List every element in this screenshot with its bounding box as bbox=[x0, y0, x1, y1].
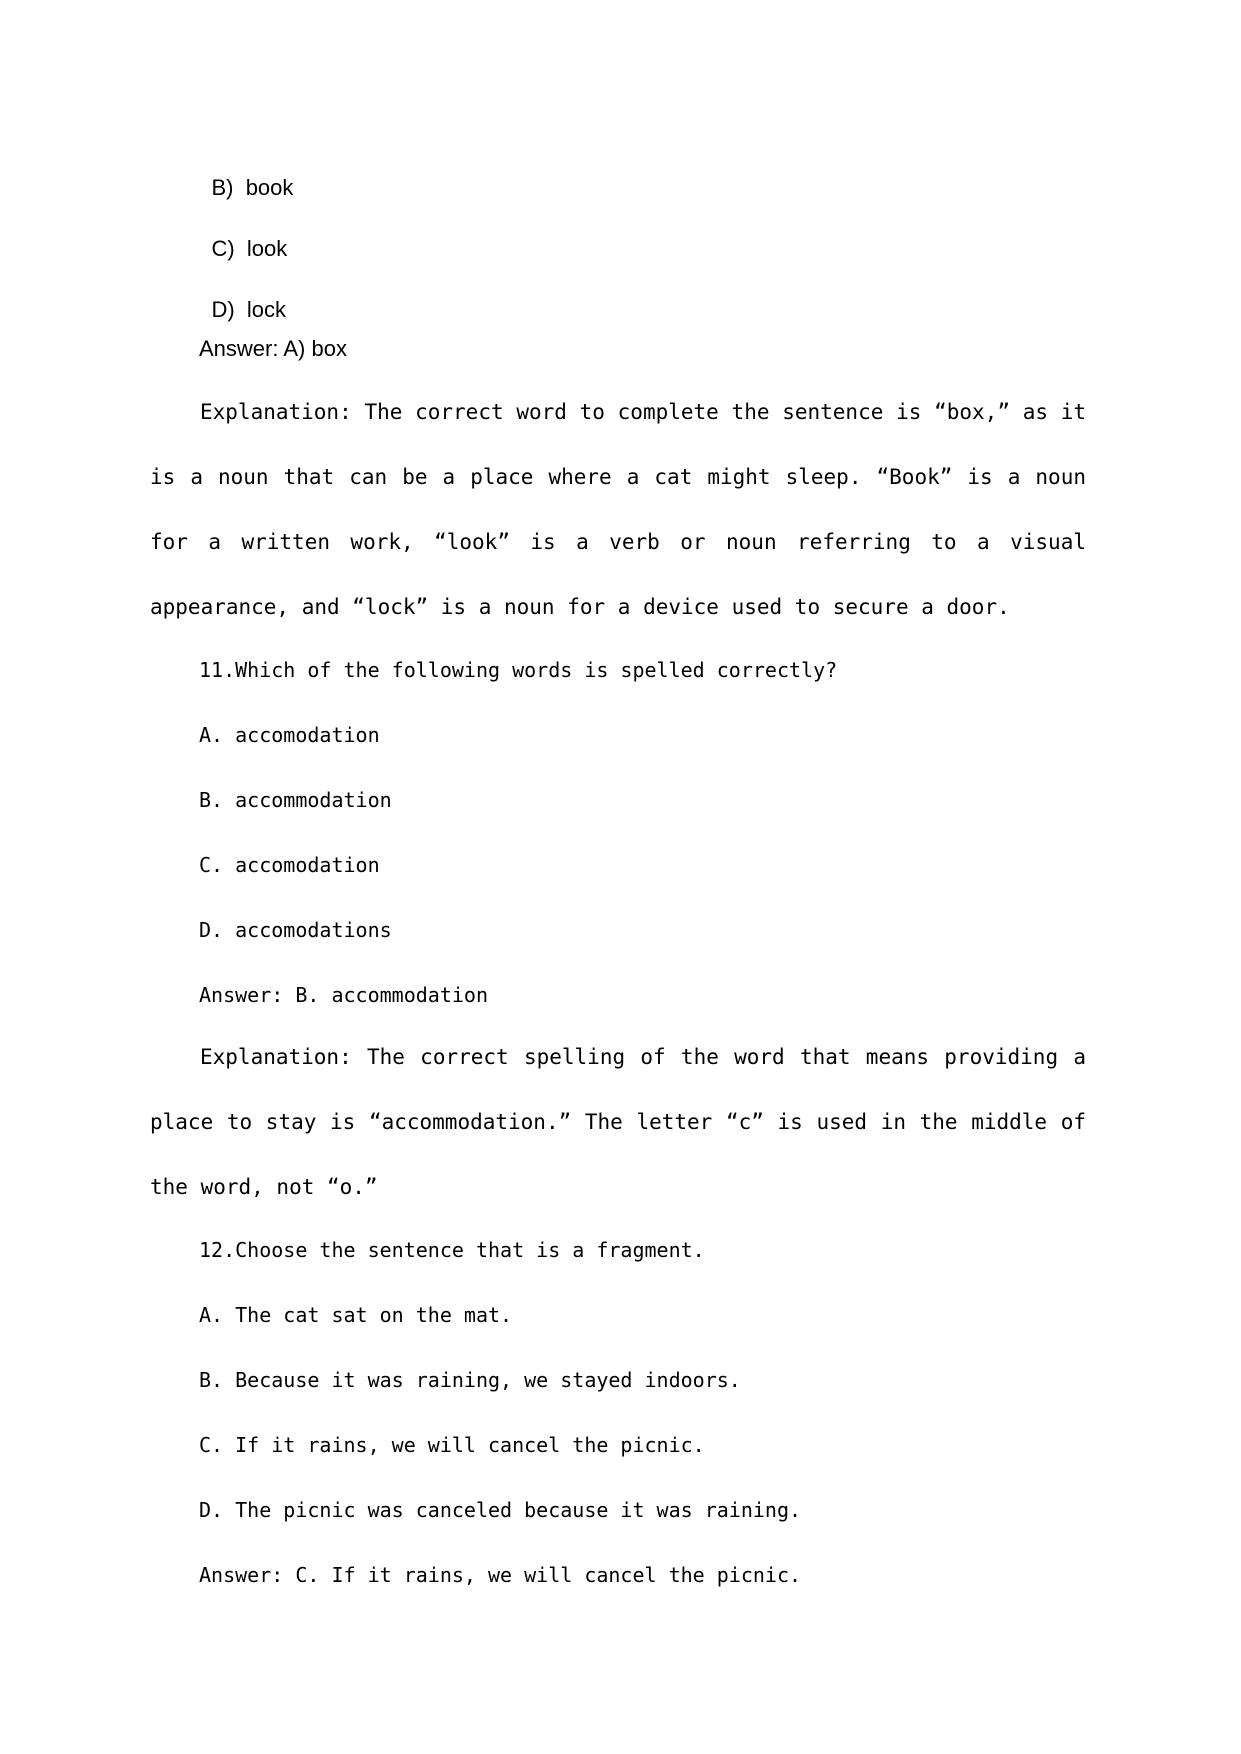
q12-option-a: A. The cat sat on the mat. bbox=[199, 1303, 513, 1327]
q12-answer: Answer: C. If it rains, we will cancel the picnic. bbox=[199, 1563, 802, 1587]
q12-option-b: B. Because it was raining, we stayed indoors. bbox=[199, 1368, 741, 1392]
q11-option-d: D. accomodations bbox=[199, 918, 392, 942]
q10-option-c bbox=[187, 216, 287, 282]
q11-explanation: Explanation: The correct spelling of the word that means providing a place to stay is “accommodation.” The letter “c” is used in the middle of the word, not “o.” bbox=[150, 1045, 1086, 1199]
q12-option-c: C. If it rains, we will cancel the picnic. bbox=[199, 1433, 705, 1457]
q11-option-a: A. accomodation bbox=[199, 723, 380, 747]
option-label: C) bbox=[211, 236, 235, 261]
q12-question: 12.Choose the sentence that is a fragment. bbox=[199, 1238, 705, 1262]
option-text: look bbox=[246, 236, 288, 261]
q11-option-c: C. accomodation bbox=[199, 853, 380, 877]
q11-answer: Answer: B. accommodation bbox=[199, 983, 488, 1007]
q10-option-d bbox=[187, 277, 286, 343]
q12-option-d: D. The picnic was canceled because it was raining. bbox=[199, 1498, 802, 1522]
option-text: lock bbox=[246, 297, 287, 322]
q11-option-b: B. accommodation bbox=[199, 788, 392, 812]
option-label: D) bbox=[211, 297, 235, 322]
q10-answer: Answer: A) box bbox=[199, 336, 347, 361]
option-label: B) bbox=[211, 175, 234, 200]
q10-explanation: Explanation: The correct word to complete the sentence is “box,” as it is a noun that can be a place where a cat might sleep. “Book” is a noun for a written work, “look” is a verb or noun referring to a visual appearance, and “lock” is a noun for a device used to secure a door. bbox=[150, 400, 1086, 619]
q10-option-b bbox=[187, 155, 293, 221]
q11-question: 11.Which of the following words is spelled correctly? bbox=[199, 658, 838, 682]
option-text: book bbox=[245, 175, 294, 200]
